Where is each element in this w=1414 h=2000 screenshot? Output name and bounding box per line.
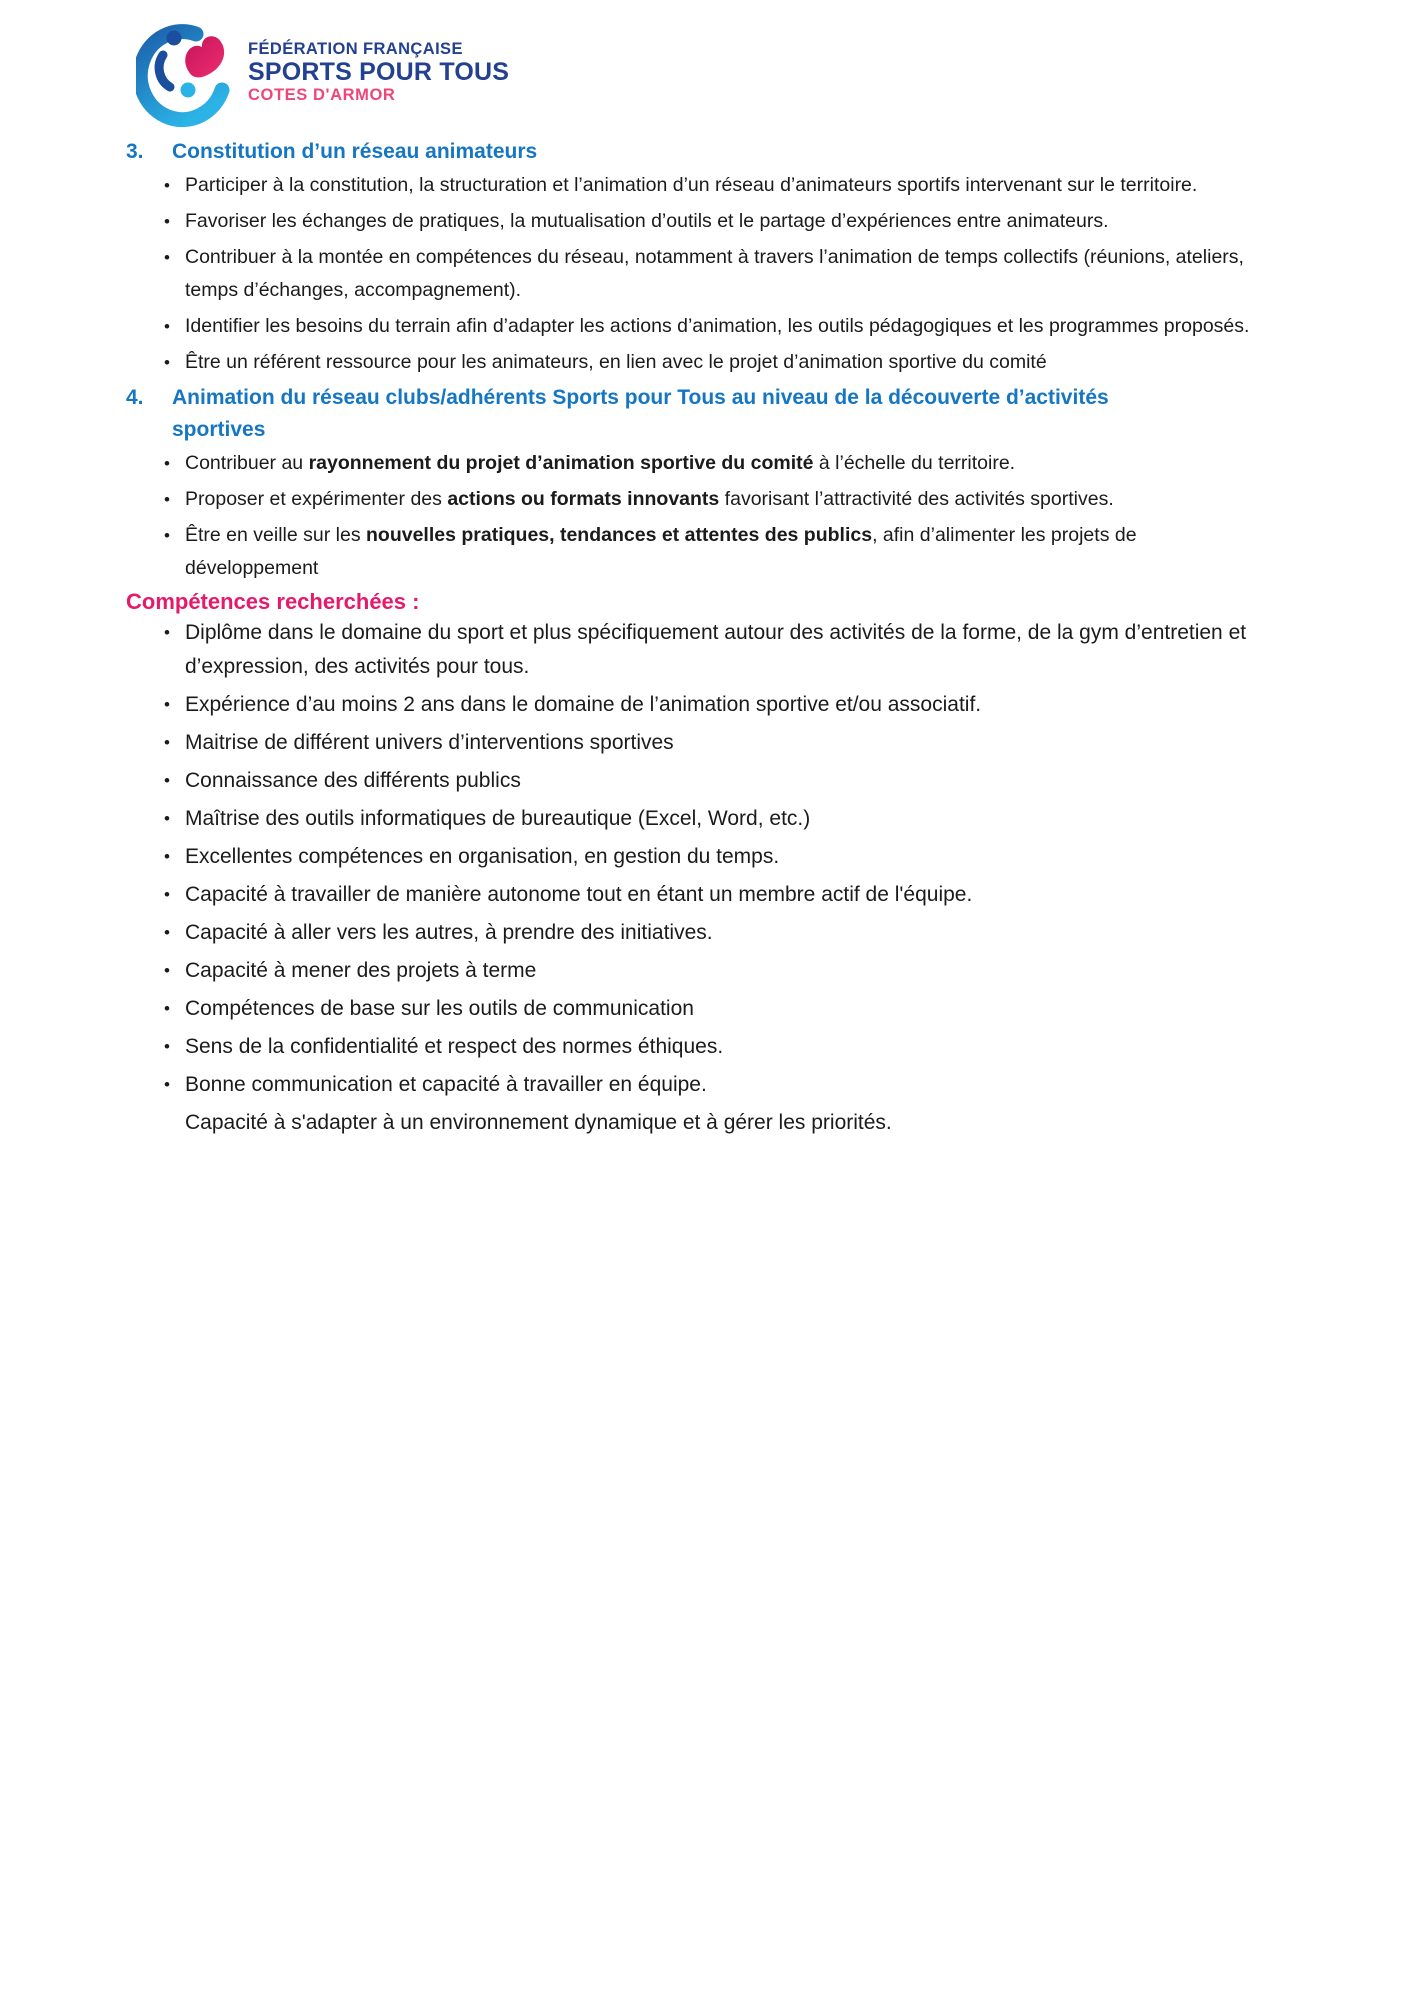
list-item: • Capacité à mener des projets à terme [126,954,1274,988]
section-3-heading [126,136,1274,169]
list-item: • Sens de la confidentialité et respect des normes éthiques. [126,1030,1274,1064]
section-competences [126,588,1274,1141]
section-4-bullet-list [126,447,1274,585]
list-item: • Expérience d’au moins 2 ans dans le domaine de l’animation sportive et/ou associatif. [126,688,1274,722]
section-constitution-reseau [126,136,1274,379]
list-item: • Capacité à travailler de manière autonome tout en étant un membre actif de l'équipe. [126,878,1274,912]
list-item: • Contribuer au rayonnement du projet d’animation sportive du comité à l’échelle du territoire. [126,447,1274,480]
logo [136,24,1274,136]
list-item: • Diplôme dans le domaine du sport et plus spécifiquement autour des activités de la forme, de la gym d’entretien et d’expression, des activités pour tous. [126,616,1274,684]
section-4-number: 4. [126,385,144,409]
list-item: • Identifier les besoins du terrain afin d’adapter les actions d’animation, les outils pédagogiques et les programmes proposés. [126,310,1274,343]
list-item: • Être un référent ressource pour les animateurs, en lien avec le projet d’animation sportive du comité [126,346,1274,379]
list-item: • Capacité à aller vers les autres, à prendre des initiatives. [126,916,1274,950]
section-3-number: 3. [126,140,144,163]
logo-federation-line: FÉDÉRATION FRANÇAISE [248,40,463,58]
logo-region-line: COTES D'ARMOR [248,86,396,105]
list-item: • Proposer et expérimenter des actions ou formats innovants favorisant l’attractivité des activités sportives. [126,483,1274,516]
section-3-bullet-list [126,169,1274,379]
list-item: • Favoriser les échanges de pratiques, la mutualisation d’outils et le partage d’expériences entre animateurs. [126,205,1274,238]
sports-pour-tous-logo-icon [136,24,236,132]
list-item: • Être en veille sur les nouvelles pratiques, tendances et attentes des publics, afin d’alimenter les projets de développement [126,519,1274,585]
logo-brand-line: SPORTS POUR TOUS [248,58,510,87]
competences-trailing-line: Capacité à s'adapter à un environnement dynamique et à gérer les priorités. [185,1111,892,1135]
list-item: • Participer à la constitution, la structuration et l’animation d’un réseau d’animateurs sportifs intervenant sur le territoire. [126,169,1274,202]
list-item: • Maîtrise des outils informatiques de bureautique (Excel, Word, etc.) [126,802,1274,836]
logo-text [248,40,509,105]
competences-heading: Compétences recherchées : [126,588,420,614]
list-item: • Maitrise de différent univers d’interventions sportives [126,726,1274,760]
section-4-title: Animation du réseau clubs/adhérents Sports pour Tous au niveau de la découverte d’activités sportives [172,385,1109,442]
section-4-heading [126,382,1274,447]
list-item: • Excellentes compétences en organisation, en gestion du temps. [126,840,1274,874]
list-item: • Connaissance des différents publics [126,764,1274,798]
competences-bullet-list [126,616,1274,1102]
list-item: • Bonne communication et capacité à travailler en équipe. [126,1068,1274,1102]
section-animation-reseau [126,382,1274,585]
section-3-title: Constitution d’un réseau animateurs [172,140,538,163]
list-item: • Contribuer à la montée en compétences du réseau, notamment à travers l’animation de temps collectifs (réunions, ateliers, temps d’échanges, accompagnement). [126,241,1274,307]
list-item: • Compétences de base sur les outils de communication [126,992,1274,1026]
